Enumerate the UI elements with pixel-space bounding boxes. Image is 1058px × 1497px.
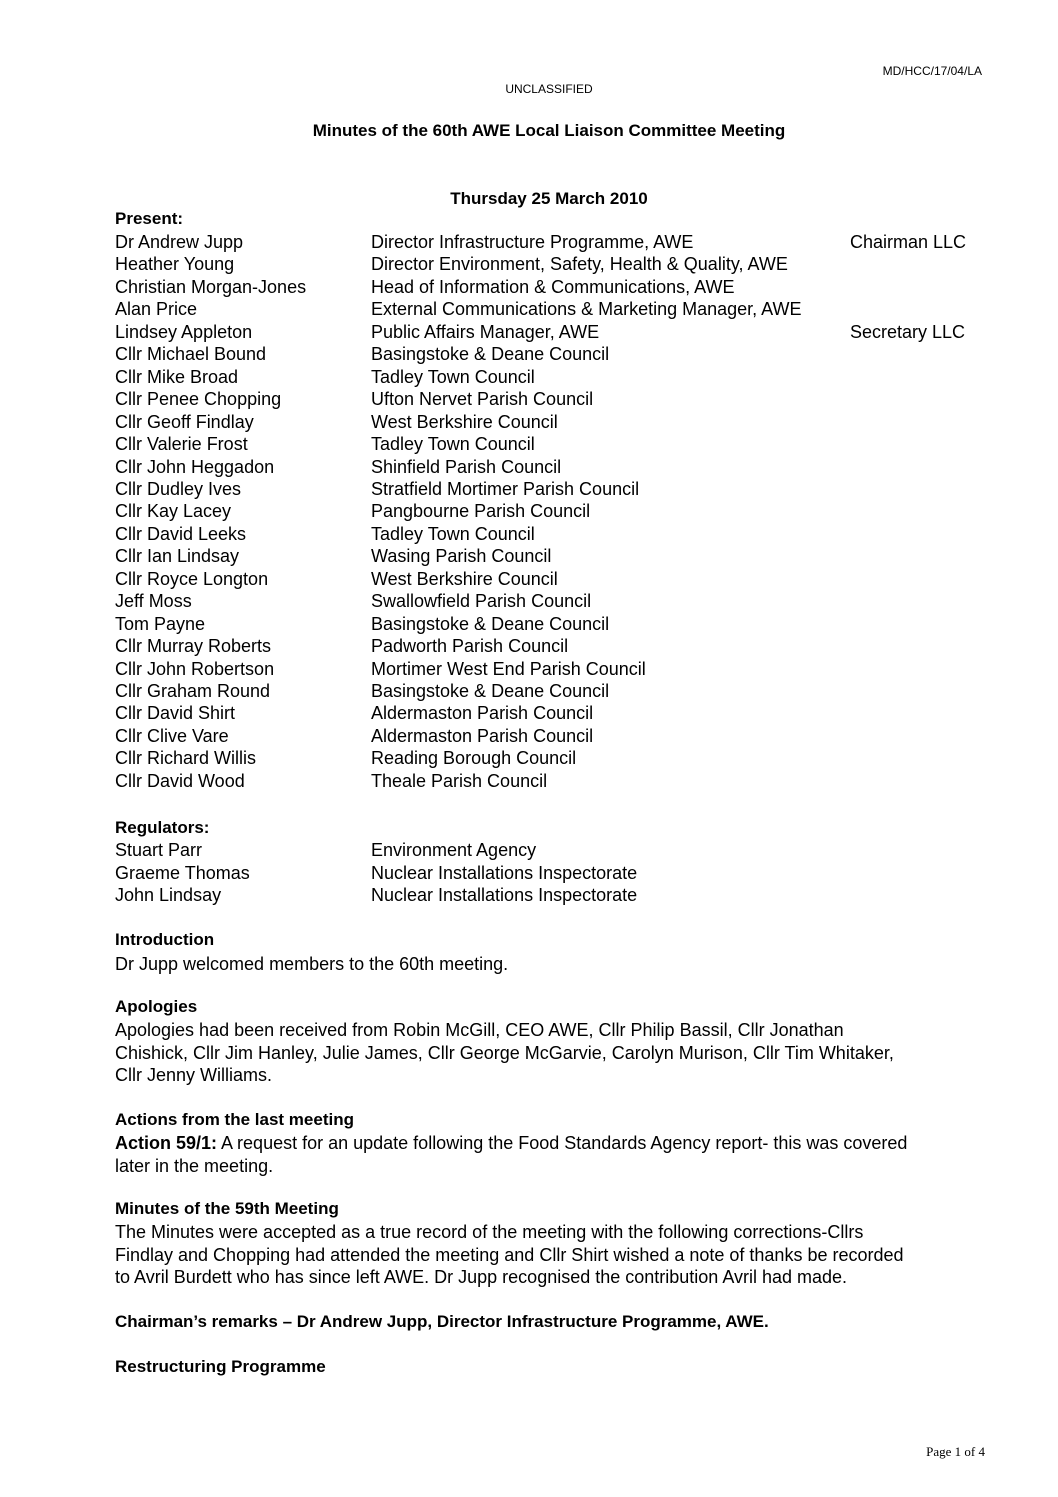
introduction-text: Dr Jupp welcomed members to the 60th meeting. xyxy=(115,954,509,974)
attendee-name: Cllr David Shirt xyxy=(115,703,236,724)
attendee-row xyxy=(0,277,1058,299)
minutes-line: The Minutes were accepted as a true record of the meeting with the following corrections-Cllrs xyxy=(115,1222,864,1242)
attendee-row xyxy=(0,389,1058,411)
attendee-name: Tom Payne xyxy=(115,613,206,634)
actions-text xyxy=(115,1132,985,1177)
attendee-row xyxy=(0,434,1058,456)
page-number: Page 1 of 4 xyxy=(926,1444,985,1459)
attendee-organisation: Reading Borough Council xyxy=(371,748,577,769)
attendee-organisation: Padworth Parish Council xyxy=(371,636,569,657)
attendee-organisation: Tadley Town Council xyxy=(371,366,535,387)
attendee-name: Cllr Royce Longton xyxy=(115,568,269,589)
attendee-organisation: Nuclear Installations Inspectorate xyxy=(371,862,638,883)
attendee-organisation: Shinfield Parish Council xyxy=(371,456,562,477)
attendee-row xyxy=(0,681,1058,703)
introduction-heading: Introduction xyxy=(115,930,215,949)
attendee-organisation: Tadley Town Council xyxy=(371,434,535,455)
attendee-organisation: Basingstoke & Deane Council xyxy=(371,344,610,365)
minutes-heading: Minutes of the 59th Meeting xyxy=(115,1199,339,1218)
attendee-name: Lindsey Appleton xyxy=(115,321,253,342)
attendee-organisation: Director Environment, Safety, Health & Quality, AWE xyxy=(371,254,788,275)
minutes-text xyxy=(115,1221,985,1289)
attendee-organisation: Head of Information & Communications, AWE xyxy=(371,276,735,297)
attendee-row xyxy=(0,412,1058,434)
attendee-row xyxy=(0,703,1058,725)
attendee-organisation: Wasing Parish Council xyxy=(371,546,552,567)
attendee-name: Graeme Thomas xyxy=(115,862,250,883)
attendee-name: Dr Andrew Jupp xyxy=(115,232,244,252)
action-description-cont: later in the meeting. xyxy=(115,1155,274,1176)
attendee-row xyxy=(0,367,1058,389)
attendee-name: Cllr Graham Round xyxy=(115,681,271,701)
regulators-heading: Regulators: xyxy=(115,818,210,837)
attendee-name: Cllr Valerie Frost xyxy=(115,434,248,455)
attendee-name: Cllr David Leeks xyxy=(115,523,247,544)
attendee-organisation: Basingstoke & Deane Council xyxy=(371,613,610,634)
attendee-name: Cllr John Heggadon xyxy=(115,456,275,477)
attendee-name: Cllr Michael Bound xyxy=(115,344,267,365)
attendee-organisation: Swallowfield Parish Council xyxy=(371,591,592,612)
attendee-row xyxy=(0,479,1058,501)
attendee-name: Cllr David Wood xyxy=(115,770,245,791)
apologies-line: Apologies had been received from Robin McGill, CEO AWE, Cllr Philip Bassil, Cllr Jonathan xyxy=(115,1020,844,1040)
classification-label: UNCLASSIFIED xyxy=(505,82,593,96)
attendee-organisation: Aldermaston Parish Council xyxy=(371,703,594,724)
attendee-organisation: Basingstoke & Deane Council xyxy=(371,681,610,701)
attendee-row xyxy=(0,636,1058,658)
actions-heading: Actions from the last meeting xyxy=(115,1110,354,1129)
attendee-row xyxy=(0,863,1058,885)
attendee-name: Cllr Geoff Findlay xyxy=(115,411,254,432)
attendee-organisation: Pangbourne Parish Council xyxy=(371,501,591,522)
restructuring-heading: Restructuring Programme xyxy=(115,1357,326,1376)
attendee-row xyxy=(0,885,1058,907)
attendee-row xyxy=(0,748,1058,770)
apologies-heading: Apologies xyxy=(115,997,198,1016)
attendee-name: Cllr Ian Lindsay xyxy=(115,546,240,567)
attendee-row xyxy=(0,254,1058,276)
attendee-name: Cllr Kay Lacey xyxy=(115,501,232,522)
attendee-role: Chairman LLC xyxy=(850,232,967,252)
attendee-row xyxy=(0,501,1058,523)
attendee-organisation: Nuclear Installations Inspectorate xyxy=(371,885,638,905)
attendee-name: Cllr Penee Chopping xyxy=(115,389,282,410)
minutes-line: to Avril Burdett who has since left AWE. Dr Jupp recognised the contribution Avril had made. xyxy=(115,1267,848,1287)
attendee-row xyxy=(0,344,1058,366)
attendee-name: Cllr Clive Vare xyxy=(115,725,229,746)
attendee-name: Alan Price xyxy=(115,299,198,320)
chairman-remarks-heading: Chairman’s remarks – Dr Andrew Jupp, Director Infrastructure Programme, AWE. xyxy=(115,1312,769,1331)
attendee-organisation: Tadley Town Council xyxy=(371,523,535,544)
attendee-organisation: West Berkshire Council xyxy=(371,411,558,432)
meeting-date: Thursday 25 March 2010 xyxy=(450,189,648,208)
action-label: Action 59/1: xyxy=(115,1133,218,1153)
attendee-organisation: Aldermaston Parish Council xyxy=(371,725,594,746)
attendee-organisation: Ufton Nervet Parish Council xyxy=(371,389,594,410)
attendee-organisation: West Berkshire Council xyxy=(371,568,558,589)
attendee-organisation: Public Affairs Manager, AWE xyxy=(371,321,600,342)
attendee-row xyxy=(0,546,1058,568)
apologies-line: Chishick, Cllr Jim Hanley, Julie James, Cllr George McGarvie, Carolyn Murison, Cllr Tim Whitaker, xyxy=(115,1042,894,1063)
present-heading: Present: xyxy=(115,209,184,228)
attendee-name: John Lindsay xyxy=(115,885,222,905)
attendee-name: Heather Young xyxy=(115,254,235,275)
attendee-name: Cllr Richard Willis xyxy=(115,748,257,769)
attendee-name: Cllr John Robertson xyxy=(115,658,275,679)
attendee-row xyxy=(0,726,1058,748)
attendee-organisation: Theale Parish Council xyxy=(371,770,548,791)
attendee-row xyxy=(0,322,1058,344)
attendee-row xyxy=(0,457,1058,479)
attendee-role: Secretary LLC xyxy=(850,321,966,342)
document-reference: MD/HCC/17/04/LA xyxy=(882,64,982,78)
attendee-organisation: External Communications & Marketing Manager, AWE xyxy=(371,299,802,320)
attendee-organisation: Mortimer West End Parish Council xyxy=(371,658,646,679)
attendee-row xyxy=(0,299,1058,321)
attendee-name: Cllr Mike Broad xyxy=(115,366,239,387)
action-description: A request for an update following the Food Standards Agency report- this was covered xyxy=(217,1133,908,1153)
attendee-organisation: Environment Agency xyxy=(371,840,537,860)
attendee-name: Christian Morgan-Jones xyxy=(115,276,307,297)
minutes-line: Findlay and Chopping had attended the meeting and Cllr Shirt wished a note of thanks be recorded xyxy=(115,1244,904,1265)
attendee-name: Jeff Moss xyxy=(115,591,192,612)
attendee-organisation: Director Infrastructure Programme, AWE xyxy=(371,232,694,252)
apologies-text xyxy=(115,1019,985,1087)
attendee-row xyxy=(0,524,1058,546)
attendee-row xyxy=(0,232,1058,254)
attendee-name: Cllr Murray Roberts xyxy=(115,636,272,657)
attendee-row xyxy=(0,591,1058,613)
apologies-line: Cllr Jenny Williams. xyxy=(115,1065,273,1085)
attendee-row xyxy=(0,659,1058,681)
attendee-row xyxy=(0,771,1058,793)
attendee-row xyxy=(0,840,1058,862)
attendee-organisation: Stratfield Mortimer Parish Council xyxy=(371,478,640,499)
attendee-name: Cllr Dudley Ives xyxy=(115,478,242,499)
attendee-name: Stuart Parr xyxy=(115,840,203,860)
document-title: Minutes of the 60th AWE Local Liaison Committee Meeting xyxy=(312,121,786,140)
attendee-row xyxy=(0,614,1058,636)
attendee-row xyxy=(0,569,1058,591)
